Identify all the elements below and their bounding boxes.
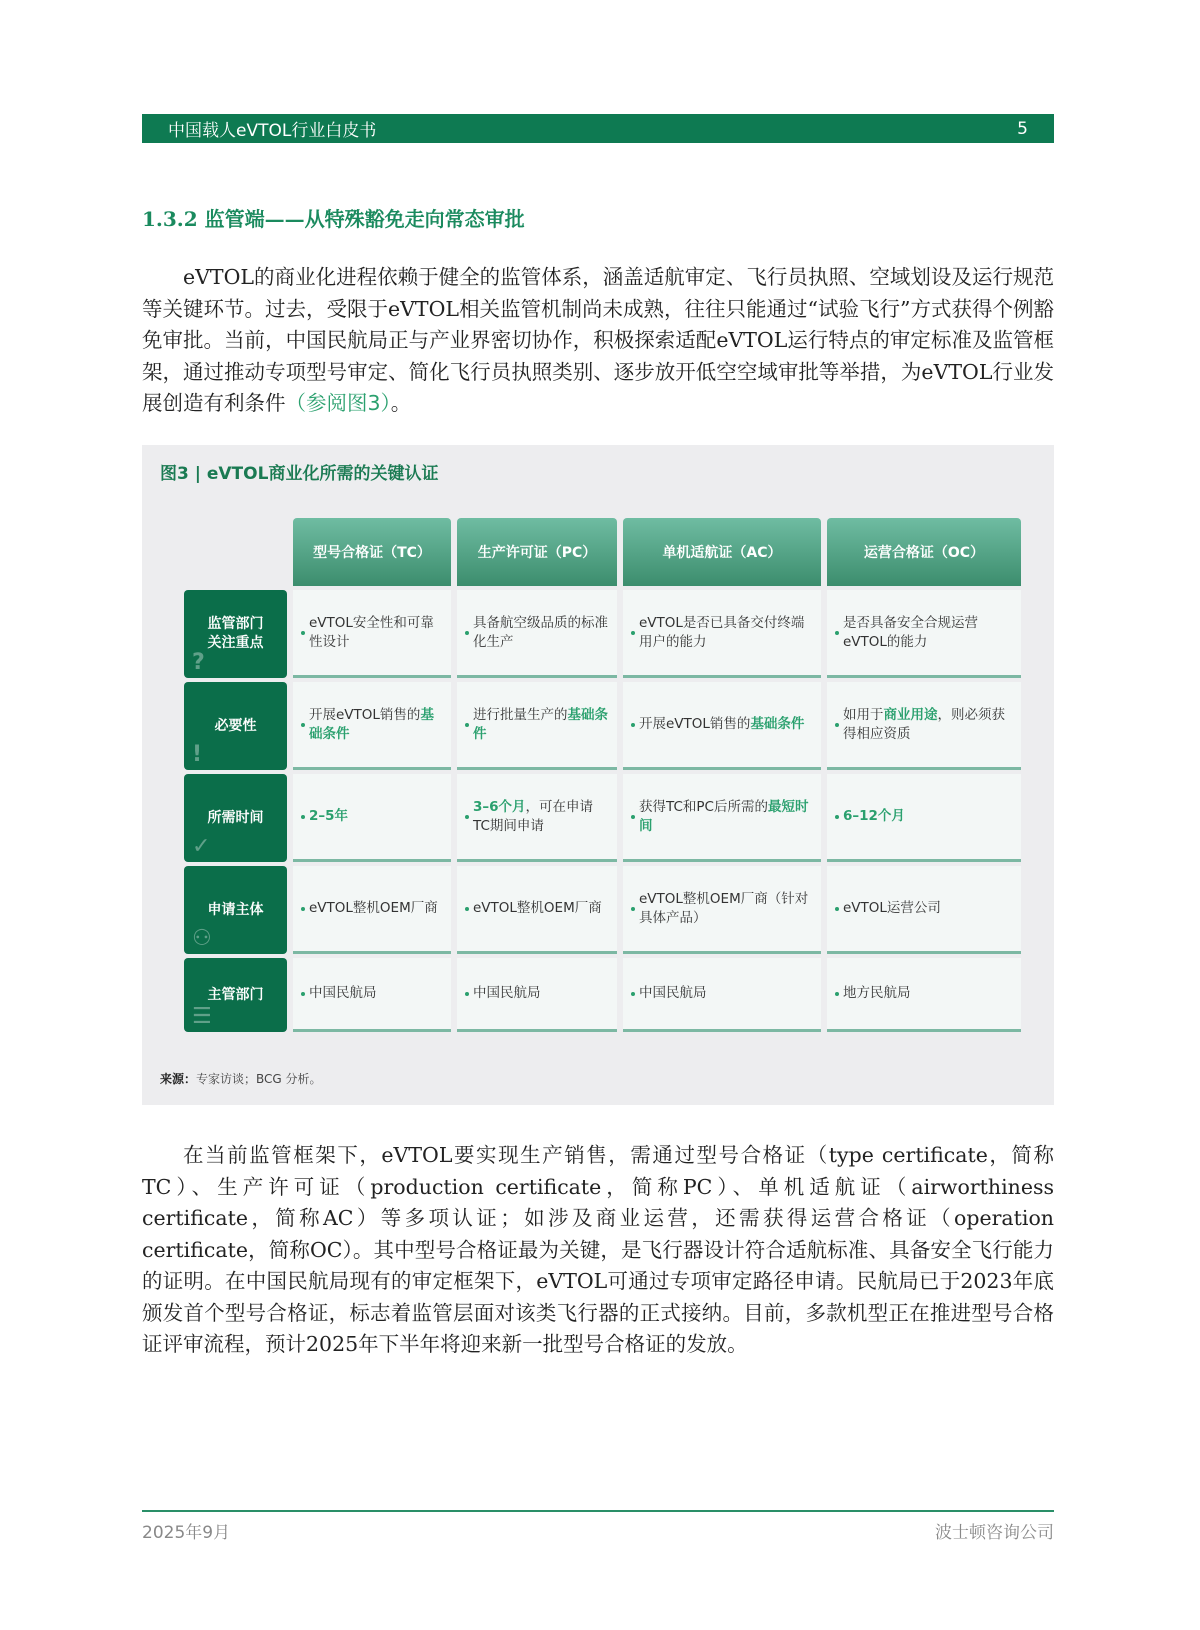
table-cell: [457, 590, 617, 678]
cell-text-part: 具备航空级品质的标准化生产: [473, 614, 608, 650]
cell-text: [639, 798, 813, 836]
row-header: [184, 682, 287, 770]
row-header-label: 所需时间: [207, 809, 264, 826]
paragraph-intro: [142, 262, 1054, 420]
row-header: [184, 590, 287, 678]
column-header: 生产许可证（PC）: [457, 518, 617, 586]
cell-text-part: eVTOL是否已具备交付终端用户的能力: [639, 614, 805, 650]
cell-text: [473, 614, 609, 652]
table-cell: [623, 866, 821, 954]
header-title: 中国载人eVTOL行业白皮书: [168, 121, 377, 141]
table-cell: [457, 866, 617, 954]
figure-reference-link[interactable]: （参阅图3）: [285, 391, 391, 415]
table-cell: [293, 866, 451, 954]
cell-text-part: eVTOL整机OEM厂商（针对具体产品）: [639, 890, 809, 926]
source-text: 专家访谈；BCG 分析。: [196, 1072, 322, 1086]
certification-table: [184, 518, 1021, 1032]
people-icon: ⚇: [192, 926, 212, 951]
footer: [142, 1510, 1054, 1543]
row-header: [184, 866, 287, 954]
cell-text-part: 如用于: [843, 706, 884, 723]
figure-3: [142, 445, 1054, 1105]
table-cell: [293, 682, 451, 770]
table-cell: [623, 958, 821, 1032]
cell-text: [473, 706, 609, 744]
highlight-text: 最短时间: [639, 798, 809, 834]
cell-text-part: 地方民航局: [843, 985, 911, 1001]
cell-text: [309, 807, 348, 826]
cell-text: [473, 984, 541, 1003]
row-header-label: 申请主体: [207, 901, 264, 918]
cell-text: [309, 899, 438, 918]
cell-text: [843, 807, 905, 826]
cell-text-part: 进行批量生产的: [473, 706, 568, 723]
cell-text: [473, 899, 602, 918]
table-cell: [623, 682, 821, 770]
cell-text-part: 中国民航局: [639, 985, 707, 1001]
table-cell: [293, 958, 451, 1032]
column-header: 型号合格证（TC）: [293, 518, 451, 586]
cell-text-part: eVTOL安全性和可靠性设计: [309, 614, 434, 650]
table-cell: [623, 774, 821, 862]
row-header-label: 必要性: [214, 717, 257, 734]
figure-source: [160, 1070, 322, 1087]
table-cell: [827, 682, 1021, 770]
cell-text: [639, 890, 813, 928]
clock-check-icon: ✓: [192, 834, 211, 859]
table-cell: [293, 774, 451, 862]
cell-text-part: ，可在申请TC期间申请: [473, 798, 594, 834]
highlight-text: 商业用途: [883, 706, 938, 723]
paragraph-body: 在当前监管框架下，eVTOL要实现生产销售，需通过型号合格证（type certificate，简称TC）、生产许可证（production certificate，简称PC）、单机适航证（airworthiness certificate，简称AC）等多项认证；如涉及商业运营，还需获得运营合格证（operation certificate，简称OC）。其中型号合格证最为关键，是飞行器设计符合适航标准、具备安全飞行能力的证明。在中国民航局现有的审定框架下，eVTOL可通过专项审定路径申请。民航局已于2023年底颁发首个型号合格证，标志着监管层面对该类飞行器的正式接纳。目前，多款机型正在推进型号合格证评审流程，预计2025年下半年将迎来新一批型号合格证的发放。: [142, 1143, 1054, 1356]
cell-text-part: 获得TC和PC后所需的: [639, 798, 768, 815]
cell-text-part: 是否具备安全合规运营eVTOL的能力: [843, 614, 978, 650]
table-cell: [623, 590, 821, 678]
table-cell: [457, 958, 617, 1032]
highlight-text: 3–6个月: [473, 798, 526, 815]
table-cell: [827, 958, 1021, 1032]
source-label: 来源：: [160, 1072, 197, 1086]
table-cell: [457, 682, 617, 770]
table-cell: [827, 866, 1021, 954]
footer-date: 2025年9月: [142, 1523, 231, 1543]
cell-text: [473, 798, 609, 836]
cell-text-part: eVTOL运营公司: [843, 900, 941, 916]
highlight-text: 基础条件: [309, 706, 434, 742]
table-cell: [293, 590, 451, 678]
cell-text: [843, 706, 1013, 744]
cell-text: [639, 984, 707, 1003]
cell-text: [843, 984, 911, 1003]
column-header: 单机适航证（AC）: [623, 518, 821, 586]
running-header: [142, 114, 1054, 143]
row-header: [184, 958, 287, 1032]
document-icon: ☰: [192, 1004, 212, 1029]
cell-text: [309, 614, 443, 652]
cell-text: [639, 715, 804, 734]
figure-title: 图3 | eVTOL商业化所需的关键认证: [160, 464, 439, 484]
highlight-text: 基础条件: [750, 716, 805, 732]
highlight-text: 6–12个月: [843, 808, 905, 824]
row-header: [184, 774, 287, 862]
exclamation-icon: !: [192, 742, 203, 767]
table-corner: [184, 518, 287, 586]
highlight-text: 基础条件: [473, 706, 608, 742]
footer-company: 波士顿咨询公司: [935, 1523, 1054, 1543]
section-title: 1.3.2 监管端——从特殊豁免走向常态审批: [142, 207, 525, 231]
page-number: 5: [1017, 118, 1028, 139]
table-cell: [457, 774, 617, 862]
cell-text-part: ，则必须获得相应资质: [843, 706, 1005, 742]
cell-text-part: eVTOL整机OEM厂商: [309, 900, 438, 916]
cell-text: [843, 614, 1013, 652]
column-header: 运营合格证（OC）: [827, 518, 1021, 586]
question-icon: ?: [192, 650, 205, 675]
cell-text-part: 开展eVTOL销售的: [309, 706, 421, 723]
paragraph-text: eVTOL的商业化进程依赖于健全的监管体系，涵盖适航审定、飞行员执照、空域划设及运行规范等关键环节。过去，受限于eVTOL相关监管机制尚未成熟，往往只能通过“试验飞行”方式获得个例豁免审批。当前，中国民航局正与产业界密切协作，积极探索适配eVTOL运行特点的审定标准及监管框架，通过推动专项型号审定、简化飞行员执照类别、逐步放开低空空域审批等举措，为eVTOL行业发展创造有利条件: [142, 265, 1054, 415]
table-cell: [827, 590, 1021, 678]
cell-text: [843, 899, 941, 918]
cell-text-part: 中国民航局: [309, 985, 377, 1001]
highlight-text: 2–5年: [309, 808, 349, 824]
table-cell: [827, 774, 1021, 862]
cell-text-part: 中国民航局: [473, 985, 541, 1001]
cell-text: [639, 614, 813, 652]
cell-text-part: 开展eVTOL销售的: [639, 716, 751, 732]
cell-text: [309, 706, 443, 744]
cell-text-part: eVTOL整机OEM厂商: [473, 900, 602, 916]
cell-text: [309, 984, 377, 1003]
row-header-label: 主管部门: [207, 986, 264, 1003]
row-header-label: 监管部门 关注重点: [207, 616, 264, 651]
paragraph-end: 。: [390, 391, 412, 415]
